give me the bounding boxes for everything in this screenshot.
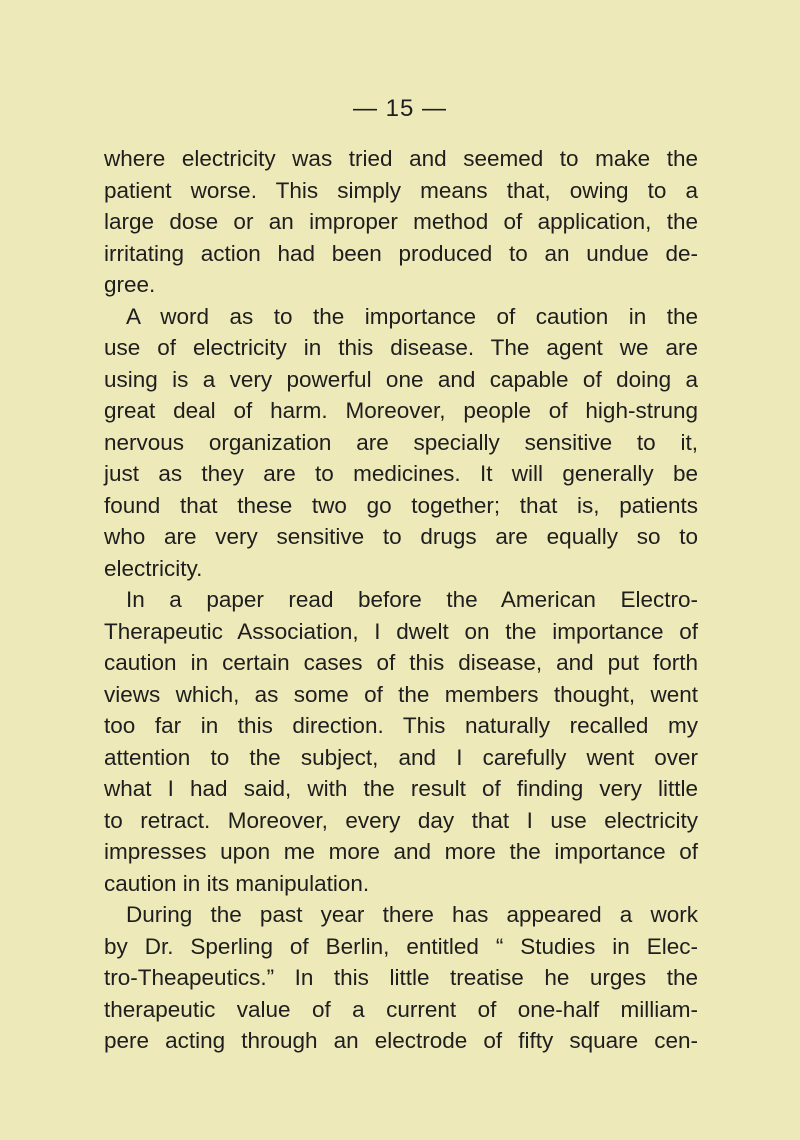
text-line: irritating action had been produced to an undue de- bbox=[104, 240, 698, 266]
text-line: use of electricity in this disease. The agent we are bbox=[104, 335, 698, 360]
text-line: to retract. Moreover, every day that I use electricity bbox=[104, 807, 698, 833]
text-line: electricity. bbox=[104, 555, 203, 581]
text-line: attention to the subject, and I carefully went over bbox=[104, 744, 698, 770]
text-line: tro-Theapeutics.” In this little treatise he urges the bbox=[104, 965, 698, 990]
text-line: found that these two go together; that is, patients bbox=[104, 492, 698, 518]
text-line: views which, as some of the members thought, went bbox=[104, 681, 698, 707]
text-line: A word as to the importance of caution in the bbox=[126, 303, 698, 329]
text-line: caution in its manipulation. bbox=[104, 870, 370, 896]
text-line: large dose or an improper method of application, the bbox=[104, 209, 698, 234]
text-line: where electricity was tried and seemed to make the bbox=[104, 146, 698, 171]
text-line: Therapeutic Association, I dwelt on the importance of bbox=[104, 618, 698, 644]
text-line: patient worse. This simply means that, owing to a bbox=[104, 177, 698, 203]
text-line: pere acting through an electrode of fifty square cen- bbox=[104, 1028, 698, 1053]
text-line: by Dr. Sperling of Berlin, entitled “ Studies in Elec- bbox=[104, 933, 698, 959]
text-line: impresses upon me more and more the importance of bbox=[104, 839, 698, 864]
body-text bbox=[104, 143, 698, 1057]
text-line: nervous organization are specially sensitive to it, bbox=[104, 429, 698, 455]
text-line: great deal of harm. Moreover, people of high-strung bbox=[104, 398, 698, 423]
text-line: In a paper read before the American Electro- bbox=[126, 587, 698, 612]
text-line: therapeutic value of a current of one-half milliam- bbox=[104, 996, 698, 1022]
page-number: — 15 — bbox=[352, 95, 448, 122]
text-line: gree. bbox=[104, 272, 156, 297]
text-line: During the past year there has appeared a work bbox=[126, 902, 698, 927]
text-line: what I had said, with the result of finding very little bbox=[104, 776, 698, 801]
text-line: who are very sensitive to drugs are equally so to bbox=[104, 524, 698, 549]
text-line: caution in certain cases of this disease, and put forth bbox=[104, 650, 698, 675]
text-line: using is a very powerful one and capable of doing a bbox=[104, 366, 698, 392]
text-line: just as they are to medicines. It will generally be bbox=[104, 461, 698, 486]
text-line: too far in this direction. This naturally recalled my bbox=[104, 713, 698, 738]
